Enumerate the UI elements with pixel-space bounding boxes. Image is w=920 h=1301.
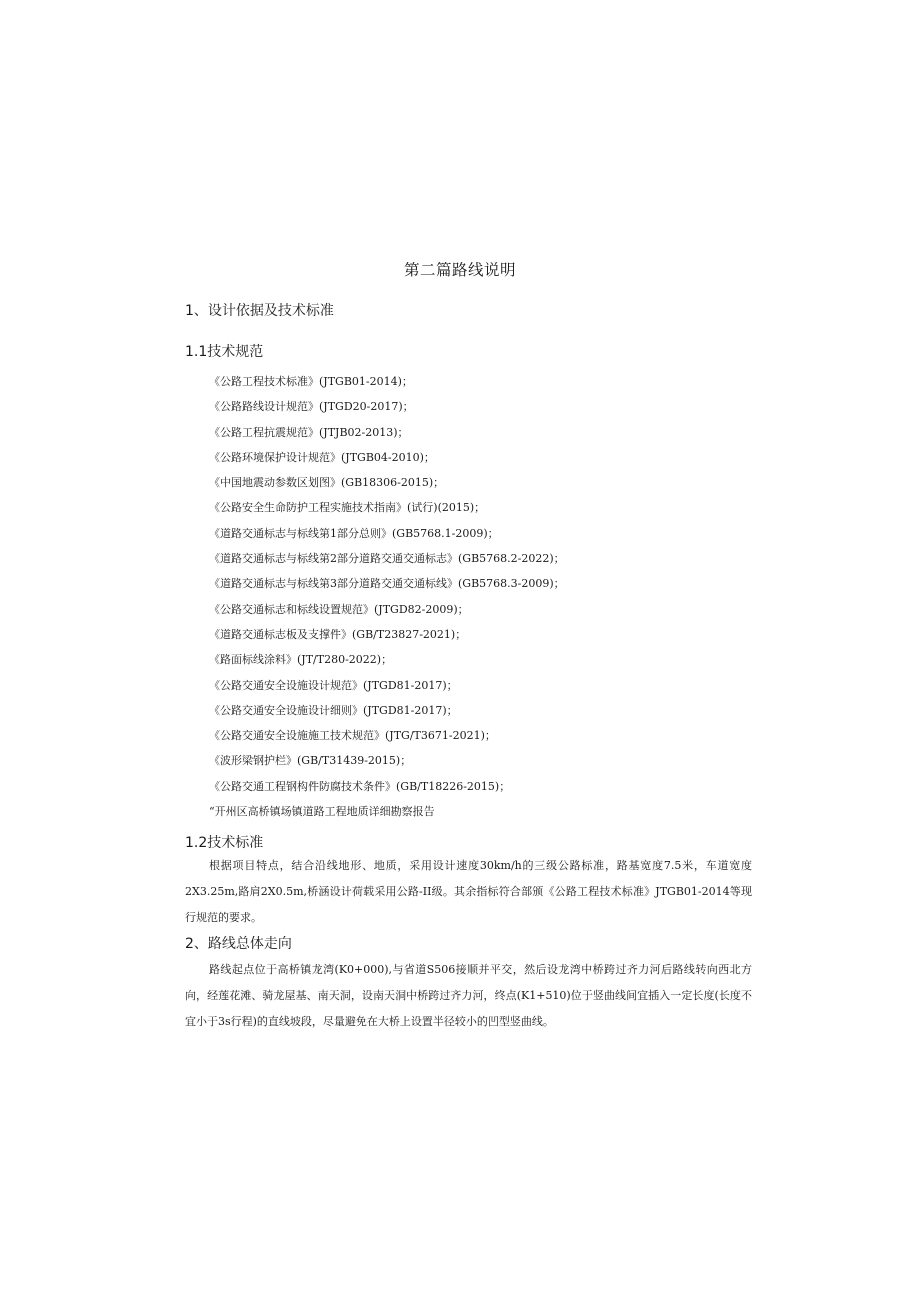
route-direction-paragraph: 路线起点位于高桥镇龙湾(K0+000),与省道S506接顺并平交，然后设龙湾中桥跨过齐力河后路线转向西北方向，经莲花滩、骑龙屋基、南天洞，设南天洞中桥跨过齐力河，终点(K1+510)位于竖曲线间宜插入一定长度(长度不宜小于3s行程)的直线坡段，尽量避免在大桥上设置半径较小的凹型竖曲线。: [185, 963, 752, 1028]
reference-item: “开州区高桥镇场镇道路工程地质详细勘察报告: [209, 805, 435, 819]
section-1-heading: 1、设计依据及技术标准: [185, 303, 334, 319]
reference-item: 《公路交通安全设施施工技术规范》(JTG/T3671-2021)；: [209, 729, 496, 743]
section-1-1-heading: 1.1技术规范: [185, 344, 264, 360]
technical-standard-paragraph: 根据项目特点，结合沿线地形、地质，采用设计速度30km/h的三级公路标准，路基宽度7.5米，车道宽度2X3.25m,路肩2X0.5m,桥涵设计荷载采用公路-II级。其余指标符合部颁《公路工程技术标准》JTGB01-2014等现行规范的要求。: [185, 859, 752, 924]
reference-item: 《公路工程抗震规范》(JTJB02-2013)；: [209, 425, 409, 439]
page-title: 第二篇路线说明: [403, 261, 516, 279]
reference-item: 《公路安全生命防护工程实施技术指南》(试行)(2015)；: [209, 501, 486, 515]
reference-item: 《路面标线涂料》(JT/T280-2022)；: [209, 653, 393, 667]
reference-item: 《公路交通安全设施设计细则》(JTGD81-2017)；: [209, 703, 458, 717]
reference-item: 《道路交通标志板及支撑件》(GB/T23827-2021)；: [209, 627, 467, 641]
reference-item: 《波形梁钢护栏》(GB/T31439-2015)；: [209, 754, 412, 768]
section-1-2-heading: 1.2技术标准: [185, 835, 264, 851]
reference-item: 《公路环境保护设计规范》(JTGB04-2010)；: [209, 450, 435, 464]
reference-item: 《道路交通标志与标线第1部分总则》(GB5768.1-2009)；: [209, 526, 499, 540]
reference-list: [209, 369, 565, 824]
reference-item: 《公路路线设计规范》(JTGD20-2017)；: [209, 400, 414, 414]
reference-item: 《公路交通安全设施设计规范》(JTGD81-2017)；: [209, 678, 458, 692]
reference-item: 《公路交通工程钢构件防腐技术条件》(GB/T18226-2015)；: [209, 779, 511, 793]
reference-item: 《公路工程技术标准》(JTGB01-2014)；: [209, 375, 413, 388]
reference-item: 《公路交通标志和标线设置规范》(JTGD82-2009)；: [209, 602, 469, 616]
reference-item: 《道路交通标志与标线第3部分道路交通交通标线》(GB5768.3-2009)；: [209, 577, 565, 591]
reference-item: 《中国地震动参数区划图》(GB18306-2015)；: [209, 476, 445, 490]
reference-item: 《道路交通标志与标线第2部分道路交通交通标志》(GB5768.2-2022)；: [209, 552, 565, 566]
section-2-heading: 2、路线总体走向: [185, 936, 292, 952]
